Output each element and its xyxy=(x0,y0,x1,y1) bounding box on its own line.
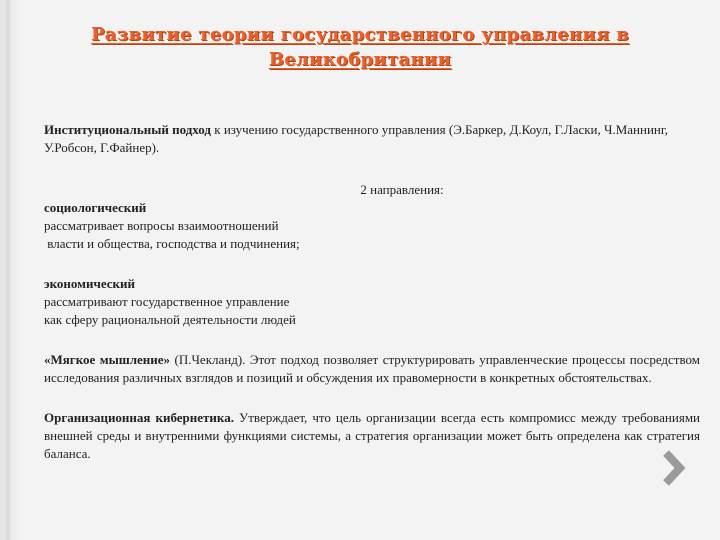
sociological-line-1: рассматривает вопросы взаимоотношений xyxy=(44,218,279,233)
soft-thinking-text: (П.Чекланд). Этот подход позволяет структурировать управленческие процессы посредством исследования различных взглядов и позиций и обсуждения их правомерности в конкретных обстоятельствах. xyxy=(44,352,701,385)
slide-title xyxy=(60,22,660,72)
economic-heading: экономический xyxy=(44,276,136,291)
soft-thinking-term: «Мягкое мышление» xyxy=(44,352,171,367)
directions-label: 2 направления: xyxy=(360,182,444,197)
soft-thinking-paragraph xyxy=(44,351,700,387)
institutional-text: к изучению государственного управления (Э.Баркер, Д.Коул, Г.Ласки, Ч.Маннинг, У.Робсон, Г.Файнер). xyxy=(44,122,668,155)
institutional-term: Институциональный подход xyxy=(44,122,211,137)
chevron-right-icon[interactable] xyxy=(660,450,688,486)
slide-content xyxy=(44,121,700,463)
cybernetics-term: Организационная кибернетика. xyxy=(44,410,234,425)
economic-line-2: как сферу рациональной деятельности людей xyxy=(44,312,296,327)
title-line-1: Развитие теории государственного управления в xyxy=(90,24,630,45)
title-line-2: Великобритании xyxy=(268,49,452,70)
economic-line-1: рассматривают государственное управление xyxy=(44,294,290,309)
left-decor-band xyxy=(0,0,20,540)
sociological-heading: социологический xyxy=(44,200,147,215)
cybernetics-text: Утверждает, что цель организации всегда есть компромисс между требованиями внешней среды и внутренними функциями системы, а стратегия организации может быть определена как стратегия баланса. xyxy=(44,410,701,461)
cybernetics-paragraph xyxy=(44,409,700,463)
institutional-paragraph xyxy=(44,121,700,157)
sociological-line-2: власти и общества, господства и подчинения; xyxy=(44,236,300,251)
